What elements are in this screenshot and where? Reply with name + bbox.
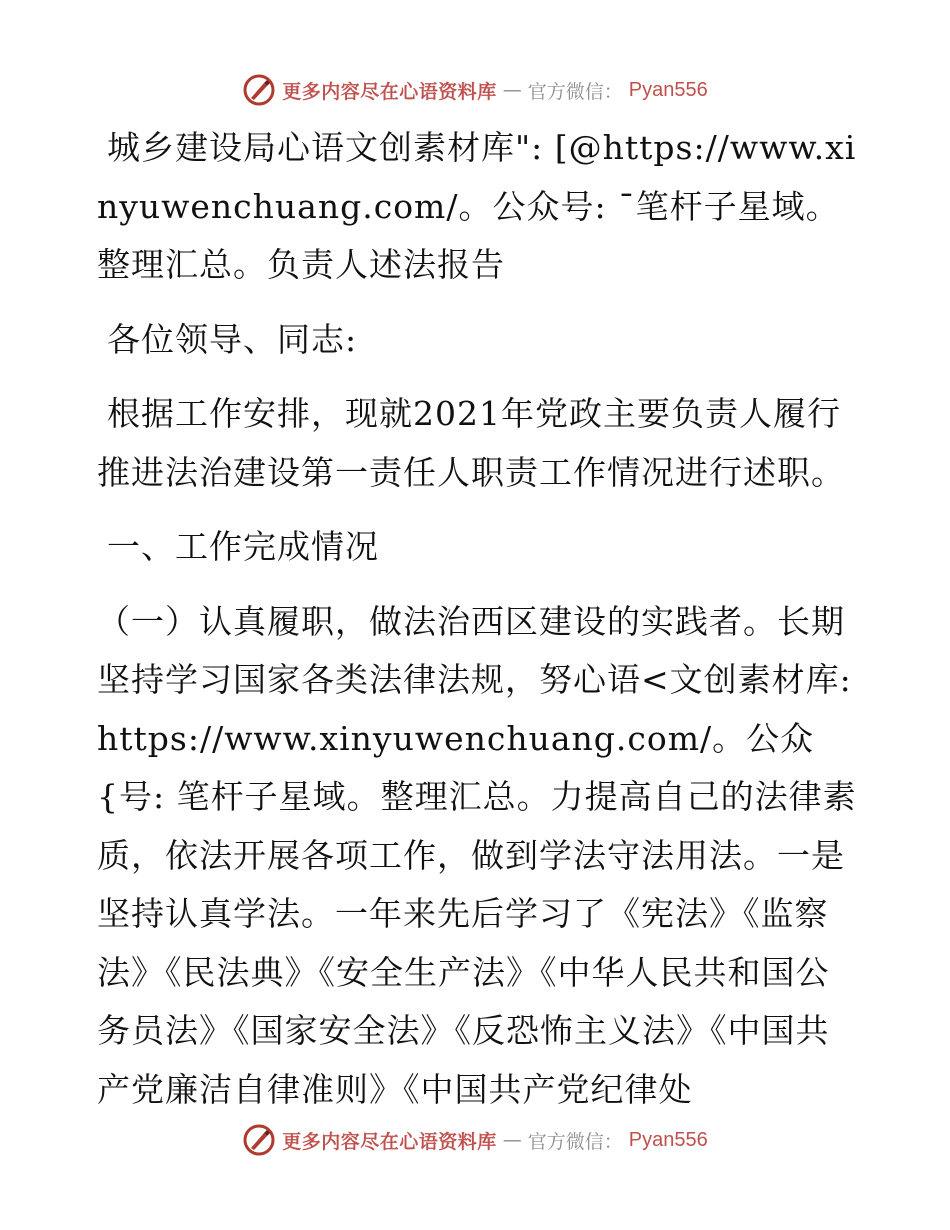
promo-separator: — <box>502 1129 522 1151</box>
promo-text: 更多内容尽在心语资料库 <box>282 1130 497 1153</box>
intro-paragraph: 根据工作安排，现就2021年党政主要负责人履行推进法治建设第一责任人职责工作情况进行述职。 <box>97 394 845 492</box>
promo-text: 更多内容尽在心语资料库 <box>282 80 497 103</box>
wechat-label: 官方微信： <box>527 1130 623 1153</box>
salutation-paragraph: 各位领导、同志: <box>107 319 358 359</box>
title-paragraph: 城乡建设局心语文创素材库": [@https://www.xinyuwenchuang.com/。公众号: ¯笔杆子星域。整理汇总。负责人述法报告 <box>97 128 857 284</box>
pen-circle-icon <box>242 1123 276 1157</box>
pen-circle-icon <box>242 73 276 107</box>
body-paragraph: （一）认真履职，做法治西区建设的实践者。长期坚持学习国家各类法律法规，努心语<文创素材库: https://www.xinyuwenchuang.com/。公众{号: 笔杆子星域。整理汇总。力提高自己的法律素质，依法开展各项工作，做到学法守法用法。一是坚持认真学法。一年来先后学习了《宪法》《监察法》《民法典》《安全生产法》《中华人民共和国公务员法》《国家安全法》《反恐怖主义法》《中国共产党廉洁自律准则》《中国共产党纪律处 <box>97 601 857 1109</box>
footer-watermark <box>0 1120 950 1160</box>
wechat-id: Pyan556 <box>628 1128 708 1151</box>
section-heading: 一、工作完成情况 <box>107 527 379 566</box>
promo-separator: — <box>502 79 522 101</box>
document-body <box>97 119 857 1135</box>
wechat-label: 官方微信： <box>527 80 623 103</box>
header-watermark <box>0 70 950 110</box>
wechat-id: Pyan556 <box>628 78 708 101</box>
